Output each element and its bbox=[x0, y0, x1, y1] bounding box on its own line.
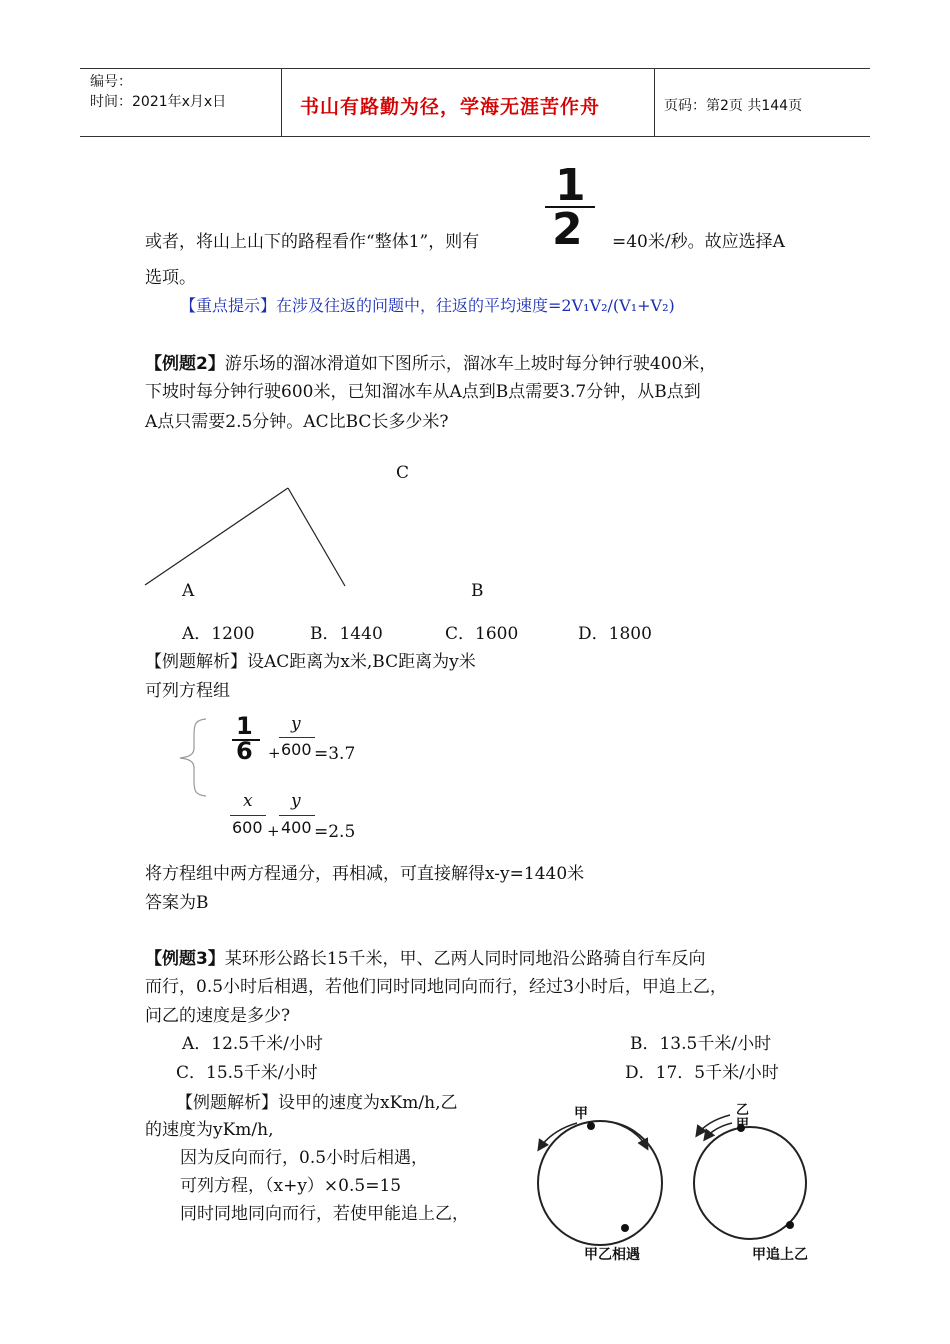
header-time-label: 时间：2021年x月x日 bbox=[90, 94, 227, 110]
example2-conclusion-2: 答案为B bbox=[145, 893, 209, 913]
fig-right-top-label-1: 乙 bbox=[736, 1103, 750, 1118]
header-bottom-rule bbox=[80, 136, 870, 137]
intro-fraction-denominator: 2 bbox=[552, 204, 583, 255]
example3-option-d: D．17．5千米/小时 bbox=[625, 1063, 779, 1083]
eq1-bar2 bbox=[279, 737, 315, 738]
fig-left-bottom-label: 甲乙相遇 bbox=[584, 1247, 640, 1263]
eq2-bar1 bbox=[230, 815, 266, 816]
right-catchup-point bbox=[786, 1221, 794, 1229]
eq1-den2: 600 bbox=[281, 740, 312, 759]
key-tip: 【重点提示】在涉及往返的问题中，往返的平均速度=2V₁V₂/(V₁+V₂) bbox=[180, 296, 675, 315]
header-motto: 书山有路勤为径，学海无涯苦作舟 bbox=[300, 96, 601, 118]
intro-fraction-numerator: 1 bbox=[555, 160, 586, 211]
example3-option-a: A．12.5千米/小时 bbox=[182, 1034, 323, 1054]
example3-line-1-text: 某环形公路长15千米，甲、乙两人同时同地沿公路骑自行车反向 bbox=[224, 949, 706, 969]
example3-option-b: B．13.5千米/小时 bbox=[630, 1034, 772, 1054]
example3-analysis-5: 同时同地同向而行，若使甲能追上乙， bbox=[180, 1204, 469, 1224]
header-top-rule bbox=[80, 68, 870, 69]
eq1-num1: 1 bbox=[236, 712, 253, 740]
equation-brace bbox=[172, 716, 212, 798]
diagram-label-b: B bbox=[471, 581, 484, 601]
left-ring bbox=[538, 1121, 662, 1245]
eq2-num2: y bbox=[291, 791, 301, 811]
example2-conclusion-1: 将方程组中两方程通分，再相减，可直接解得x-y=1440米 bbox=[145, 864, 585, 884]
eq1-num2: y bbox=[291, 714, 301, 734]
header-divider-1 bbox=[281, 68, 282, 136]
slide-downhill-line bbox=[288, 488, 345, 586]
eq1-result: =3.7 bbox=[314, 744, 356, 764]
example2-line-1 bbox=[145, 349, 716, 374]
example2-option-a: A．1200 bbox=[182, 624, 255, 644]
eq2-num1: x bbox=[243, 791, 253, 811]
diagram-label-a: A bbox=[182, 581, 195, 601]
left-meet-point bbox=[621, 1224, 629, 1232]
example3-analysis-1: 【例题解析】设甲的速度为xKm/h,乙 bbox=[176, 1093, 458, 1113]
fig-left-top-label: 甲 bbox=[574, 1106, 588, 1122]
header-divider-2 bbox=[654, 68, 655, 136]
fig-right-bottom-label: 甲追上乙 bbox=[752, 1247, 808, 1263]
diagram-label-c: C bbox=[396, 463, 410, 483]
left-cw-arrow bbox=[615, 1123, 647, 1148]
header-code-label: 编号： bbox=[90, 74, 132, 90]
slide-diagram bbox=[140, 480, 360, 592]
equations-intro: 可列方程组 bbox=[145, 681, 230, 701]
eq1-plus: + bbox=[268, 744, 281, 762]
example2-option-d: D．1800 bbox=[578, 624, 652, 644]
intro-line-1-post: =40米/秒。故应选择A bbox=[612, 232, 785, 252]
eq2-bar2 bbox=[279, 815, 315, 816]
intro-line-1-pre: 或者，将山上山下的路程看作“整体1”，则有 bbox=[145, 232, 480, 252]
example3-line-3: 问乙的速度是多少? bbox=[145, 1006, 291, 1026]
example2-line-1-text: 游乐场的溜冰滑道如下图所示，溜冰车上坡时每分钟行驶400米， bbox=[224, 354, 717, 374]
example3-line-1 bbox=[145, 944, 705, 969]
eq2-result: =2.5 bbox=[314, 822, 356, 842]
slide-uphill-line bbox=[145, 488, 288, 585]
example3-analysis-4: 可列方程，（x+y）×0.5=15 bbox=[180, 1176, 402, 1196]
example2-option-b: B．1440 bbox=[310, 624, 383, 644]
example2-line-2: 下坡时每分钟行驶600米，已知溜冰车从A点到B点需要3.7分钟，从B点到 bbox=[145, 382, 701, 402]
eq1-den1: 6 bbox=[236, 737, 253, 765]
left-start-point bbox=[587, 1122, 595, 1130]
example2-line-3: A点只需要2.5分钟。AC比BC长多少米? bbox=[145, 412, 449, 432]
example2-analysis: 【例题解析】设AC距离为x米,BC距离为y米 bbox=[145, 652, 476, 672]
example3-title: 【例题3】 bbox=[145, 949, 225, 969]
example3-line-2: 而行，0.5小时后相遇，若他们同时同地同向而行，经过3小时后，甲追上乙， bbox=[145, 977, 727, 997]
intro-line-2: 选项。 bbox=[145, 268, 196, 288]
left-ccw-arrow bbox=[539, 1123, 577, 1149]
example2-title: 【例题2】 bbox=[145, 354, 225, 374]
example3-option-c: C．15.5千米/小时 bbox=[176, 1063, 318, 1083]
eq2-plus: + bbox=[267, 822, 280, 840]
fig-right-top-label-2: 甲 bbox=[736, 1117, 750, 1132]
example2-option-c: C．1600 bbox=[445, 624, 519, 644]
eq2-den2: 400 bbox=[281, 818, 312, 837]
header-page-label: 页码：第2页 共144页 bbox=[664, 98, 803, 114]
example3-analysis-2: 的速度为yKm/h, bbox=[145, 1120, 274, 1140]
example3-analysis-3: 因为反向而行，0.5小时后相遇， bbox=[180, 1148, 429, 1168]
eq2-den1: 600 bbox=[232, 818, 263, 837]
